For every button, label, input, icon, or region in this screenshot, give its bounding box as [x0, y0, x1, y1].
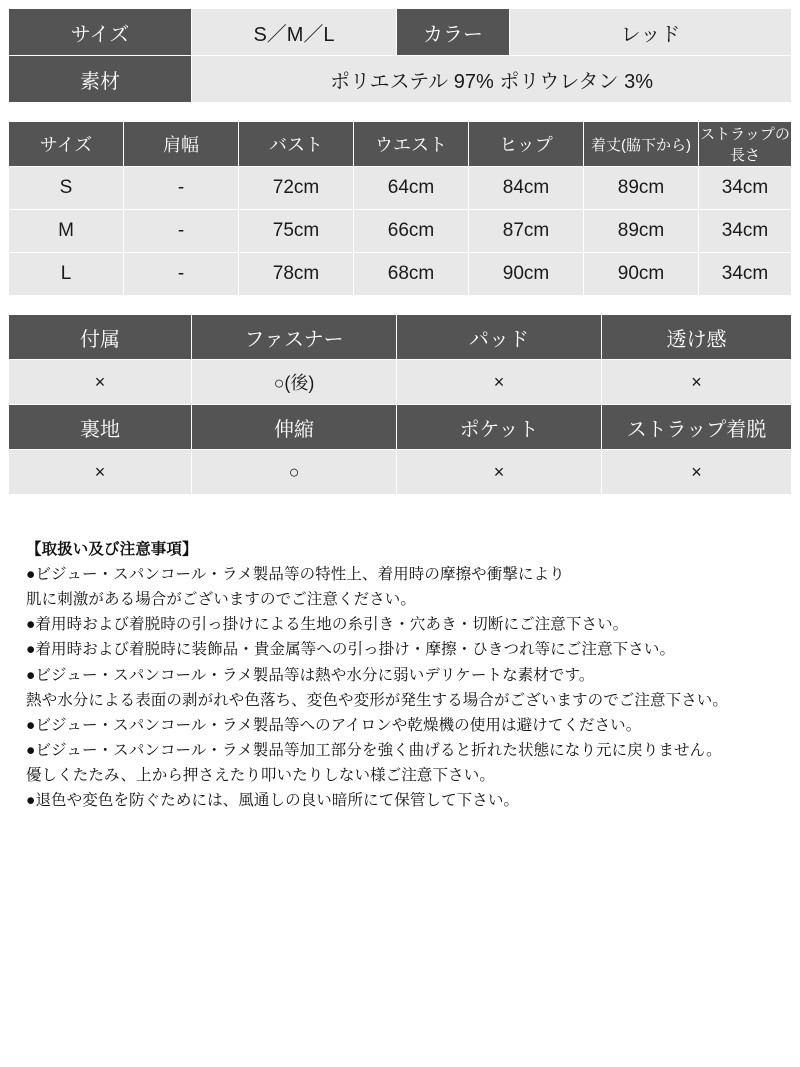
size-cell: -	[124, 253, 239, 296]
size-cell: 84cm	[469, 167, 584, 210]
size-measurement-table	[8, 121, 792, 296]
size-cell: 75cm	[239, 210, 354, 253]
detail-value: ×	[602, 360, 792, 405]
size-cell: 34cm	[699, 210, 792, 253]
detail-header: パッド	[397, 315, 602, 360]
detail-value: ×	[9, 360, 192, 405]
detail-header: 裏地	[9, 405, 192, 450]
detail-value: ×	[397, 450, 602, 495]
size-cell: 87cm	[469, 210, 584, 253]
notes-line: ●着用時および着脱時の引っ掛けによる生地の糸引き・穴あき・切断にご注意下さい。	[26, 616, 629, 634]
detail-header: 付属	[9, 315, 192, 360]
detail-value: ×	[602, 450, 792, 495]
table-header-row	[9, 122, 792, 167]
size-cell: 78cm	[239, 253, 354, 296]
size-cell: S	[9, 167, 124, 210]
notes-line: ●着用時および着脱時に装飾品・貴金属等への引っ掛け・摩擦・ひきつれ等にご注意下さい。	[26, 641, 676, 659]
size-cell: 89cm	[584, 167, 699, 210]
detail-value: ×	[9, 450, 192, 495]
detail-header: 透け感	[602, 315, 792, 360]
spec-label-material: 素材	[9, 56, 192, 103]
size-cell: -	[124, 167, 239, 210]
size-cell: 34cm	[699, 253, 792, 296]
spec-label-color: カラー	[397, 9, 510, 56]
spec-value-color: レッド	[510, 9, 792, 56]
size-col-header: 肩幅	[124, 122, 239, 167]
size-cell: 34cm	[699, 167, 792, 210]
table-row	[9, 9, 792, 56]
size-cell: 90cm	[469, 253, 584, 296]
notes-line: ●ビジュー・スパンコール・ラメ製品等は熱や水分に弱いデリケートな素材です。	[26, 666, 595, 684]
detail-value: ×	[397, 360, 602, 405]
size-col-header: サイズ	[9, 122, 124, 167]
size-col-header: ヒップ	[469, 122, 584, 167]
spec-value-size: S／M／L	[192, 9, 397, 56]
table-row	[9, 450, 792, 495]
table-header-row	[9, 315, 792, 360]
table-header-row	[9, 405, 792, 450]
spec-value-material: ポリエステル 97% ポリウレタン 3%	[192, 56, 792, 103]
size-cell: 64cm	[354, 167, 469, 210]
notes-line: ●ビジュー・スパンコール・ラメ製品等加工部分を強く曲げると折れた状態になり元に戻りません。	[26, 741, 722, 759]
notes-line: 肌に刺激がある場合がございますのでご注意ください。	[26, 591, 417, 609]
notes-line: ●退色や変色を防ぐためには、風通しの良い暗所にて保管して下さい。	[26, 792, 520, 810]
table-row	[9, 210, 792, 253]
spec-label-size: サイズ	[9, 9, 192, 56]
detail-header: 伸縮	[192, 405, 397, 450]
size-cell: L	[9, 253, 124, 296]
detail-attributes-table	[8, 314, 792, 495]
notes-line: ●ビジュー・スパンコール・ラメ製品等の特性上、着用時の摩擦や衝撃により	[26, 566, 565, 584]
table-row	[9, 360, 792, 405]
detail-header: ストラップ着脱	[602, 405, 792, 450]
detail-header: ポケット	[397, 405, 602, 450]
notes-line: ●ビジュー・スパンコール・ラメ製品等へのアイロンや乾燥機の使用は避けてください。	[26, 716, 642, 734]
care-instructions	[8, 537, 792, 813]
size-cell: 68cm	[354, 253, 469, 296]
size-cell: -	[124, 210, 239, 253]
size-cell: 72cm	[239, 167, 354, 210]
size-col-header: ウエスト	[354, 122, 469, 167]
table-row	[9, 167, 792, 210]
notes-line: 熱や水分による表面の剥がれや色落ち、変色や変形が発生する場合がございますのでご注意下さい。	[26, 691, 729, 709]
size-col-header: ストラップの長さ	[699, 122, 792, 167]
size-col-header: バスト	[239, 122, 354, 167]
detail-value: ○	[192, 450, 397, 495]
size-cell: 89cm	[584, 210, 699, 253]
spacer	[8, 296, 792, 314]
table-row	[9, 253, 792, 296]
size-col-header: 着丈(脇下から)	[584, 122, 699, 167]
spacer	[8, 103, 792, 121]
spec-table	[8, 8, 792, 103]
table-row	[9, 56, 792, 103]
notes-title: 【取扱い及び注意事項】	[26, 541, 198, 558]
size-cell: 66cm	[354, 210, 469, 253]
size-cell: 90cm	[584, 253, 699, 296]
notes-line: 優しくたたみ、上から押さえたり叩いたりしない様ご注意下さい。	[26, 766, 495, 784]
size-cell: M	[9, 210, 124, 253]
detail-value: ○(後)	[192, 360, 397, 405]
detail-header: ファスナー	[192, 315, 397, 360]
